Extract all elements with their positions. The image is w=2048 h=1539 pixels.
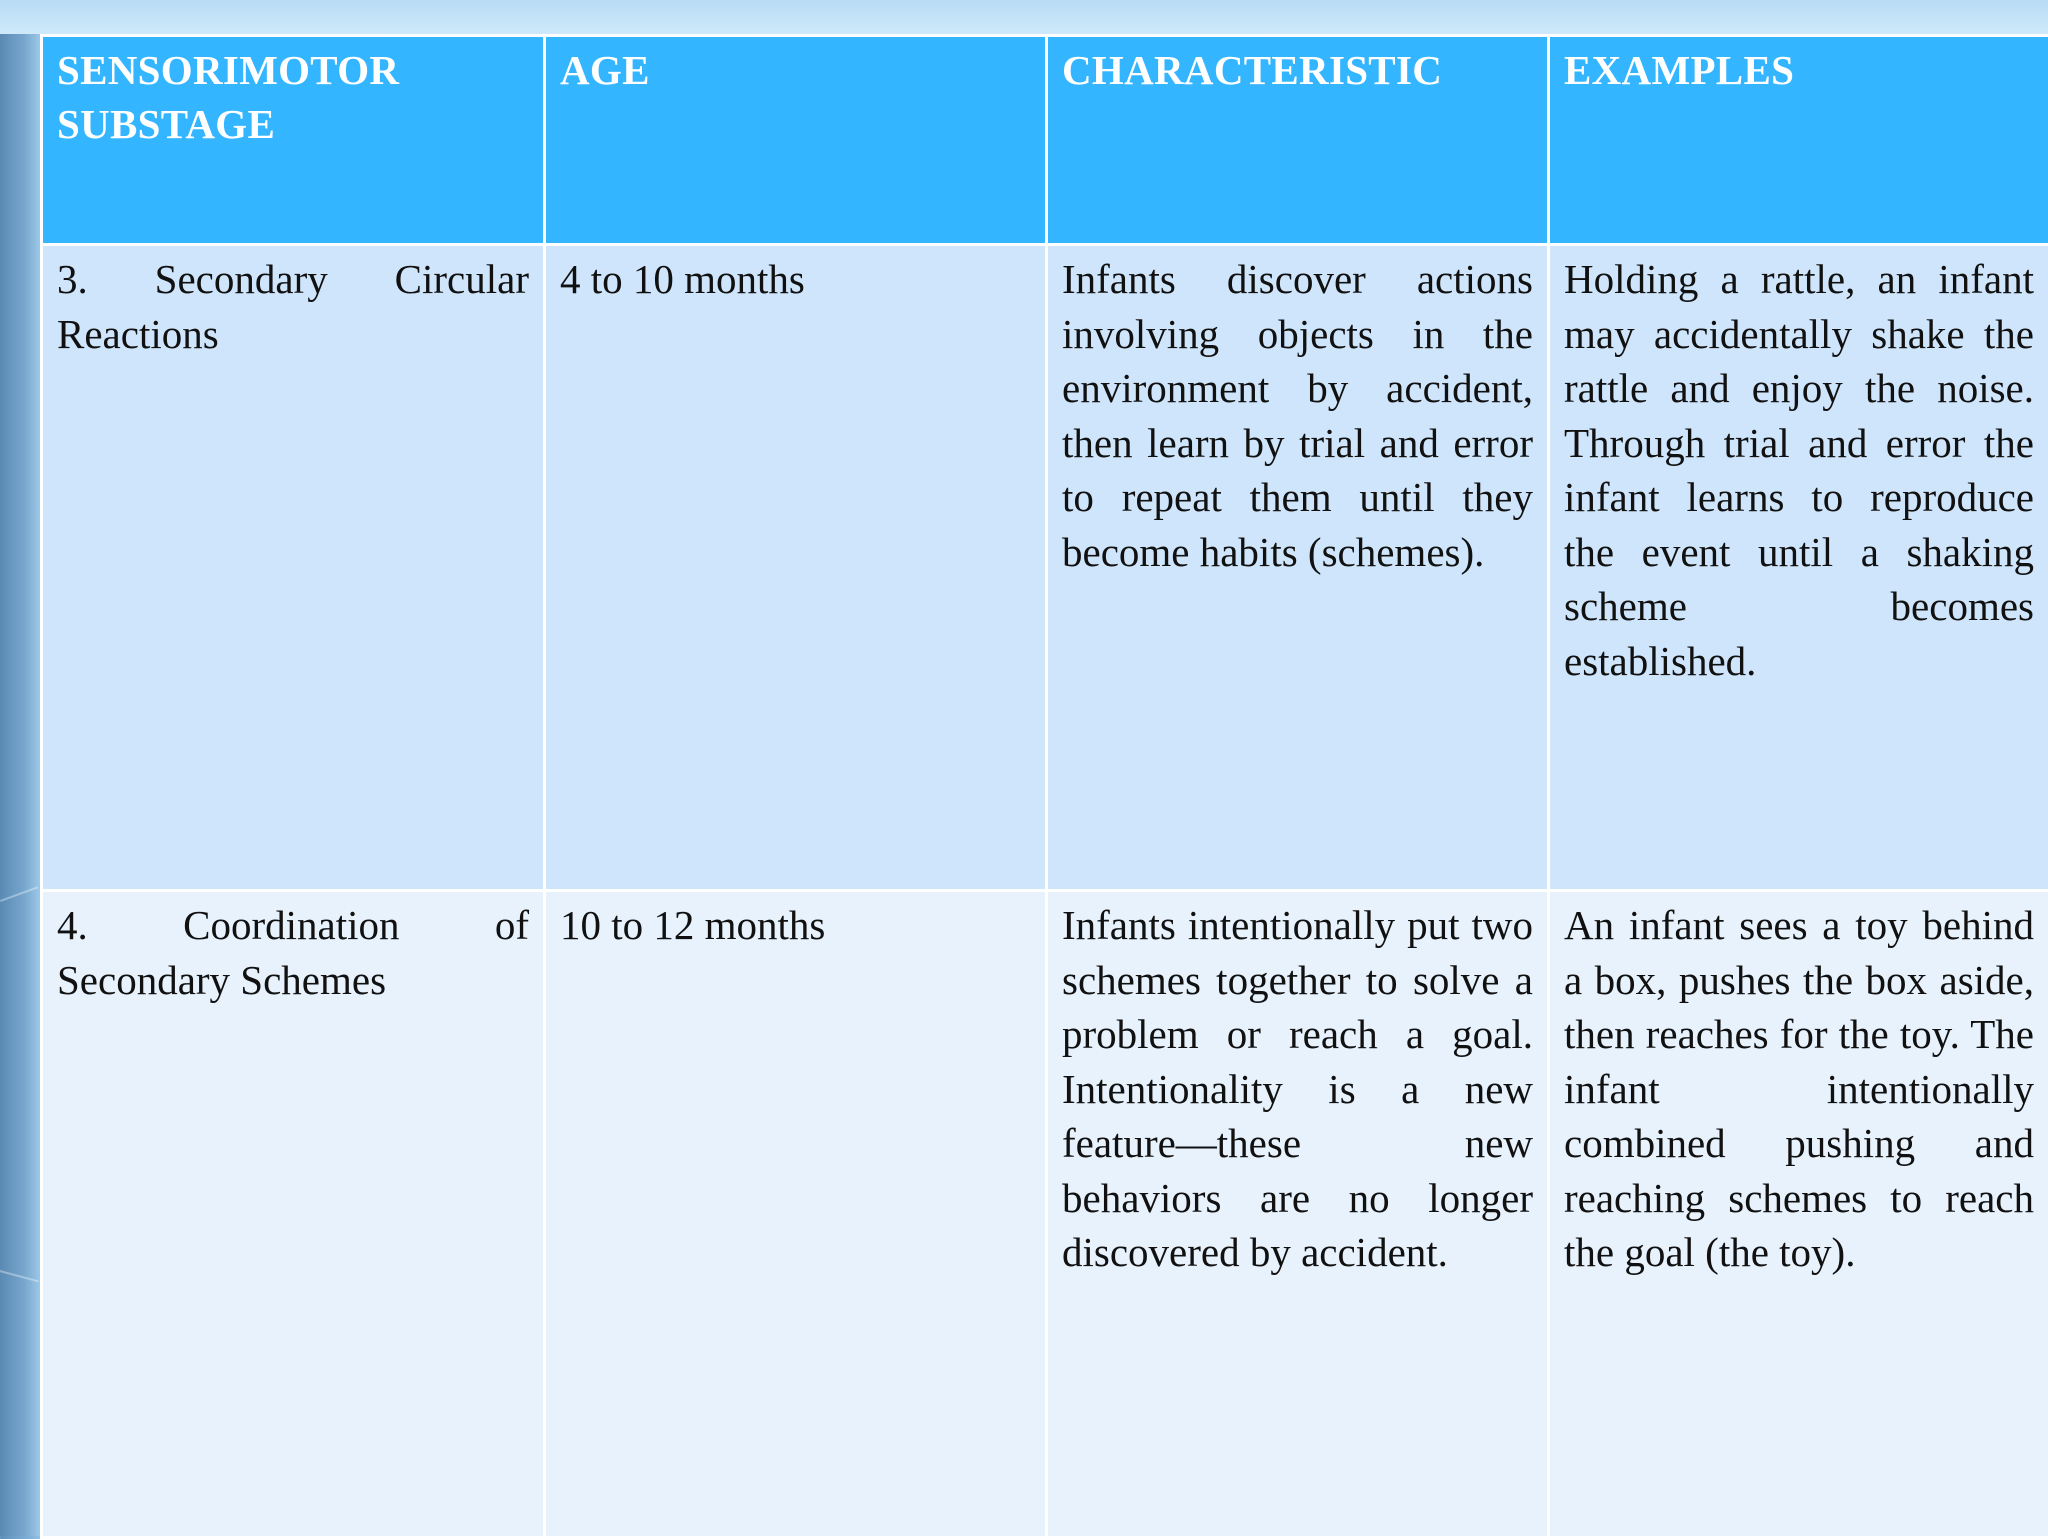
sensorimotor-substages-table [40, 34, 2048, 1539]
age-text: 4 to 10 months [560, 252, 1031, 307]
header-examples [1549, 36, 2048, 245]
cell-age [545, 245, 1047, 891]
background-left-edge [0, 0, 40, 1536]
examples-text: An infant sees a toy behind a box, pushes the box aside, then reaches for the toy. The infant intentionally combined pushing and reaching schemes to reach the goal (the toy). [1564, 898, 2034, 1280]
background-top-strip [0, 0, 2048, 34]
substage-text: 3. Secondary Circular Reactions [57, 252, 529, 361]
cell-examples [1549, 245, 2048, 891]
age-text: 10 to 12 months [560, 898, 1031, 953]
characteristic-text: Infants discover actions involving objects in the environment by accident, then learn by trial and error to repeat them until they become habits (schemes). [1062, 252, 1533, 579]
header-characteristic [1047, 36, 1549, 245]
header-age-label: AGE [560, 43, 1031, 97]
cell-age [545, 891, 1047, 1538]
table-row [42, 891, 2048, 1538]
cell-substage [42, 245, 545, 891]
header-examples-label: EXAMPLES [1564, 43, 2034, 97]
cell-characteristic [1047, 891, 1549, 1538]
cell-examples [1549, 891, 2048, 1538]
header-substage-label: SENSORIMOTOR SUBSTAGE [57, 43, 529, 151]
cell-characteristic [1047, 245, 1549, 891]
cell-substage [42, 891, 545, 1538]
examples-text: Holding a rattle, an infant may accidentally shake the rattle and enjoy the noise. Through trial and error the infant learns to reproduce the event until a shaking scheme becomes established. [1564, 252, 2034, 688]
table-header-row [42, 36, 2048, 245]
header-age [545, 36, 1047, 245]
header-substage [42, 36, 545, 245]
substage-text: 4. Coordination of Secondary Schemes [57, 898, 529, 1007]
table-row [42, 245, 2048, 891]
characteristic-text: Infants intentionally put two schemes together to solve a problem or reach a goal. Intentionality is a new feature—these new behaviors are no longer discovered by accident. [1062, 898, 1533, 1280]
header-characteristic-label: CHARACTERISTIC [1062, 43, 1533, 97]
